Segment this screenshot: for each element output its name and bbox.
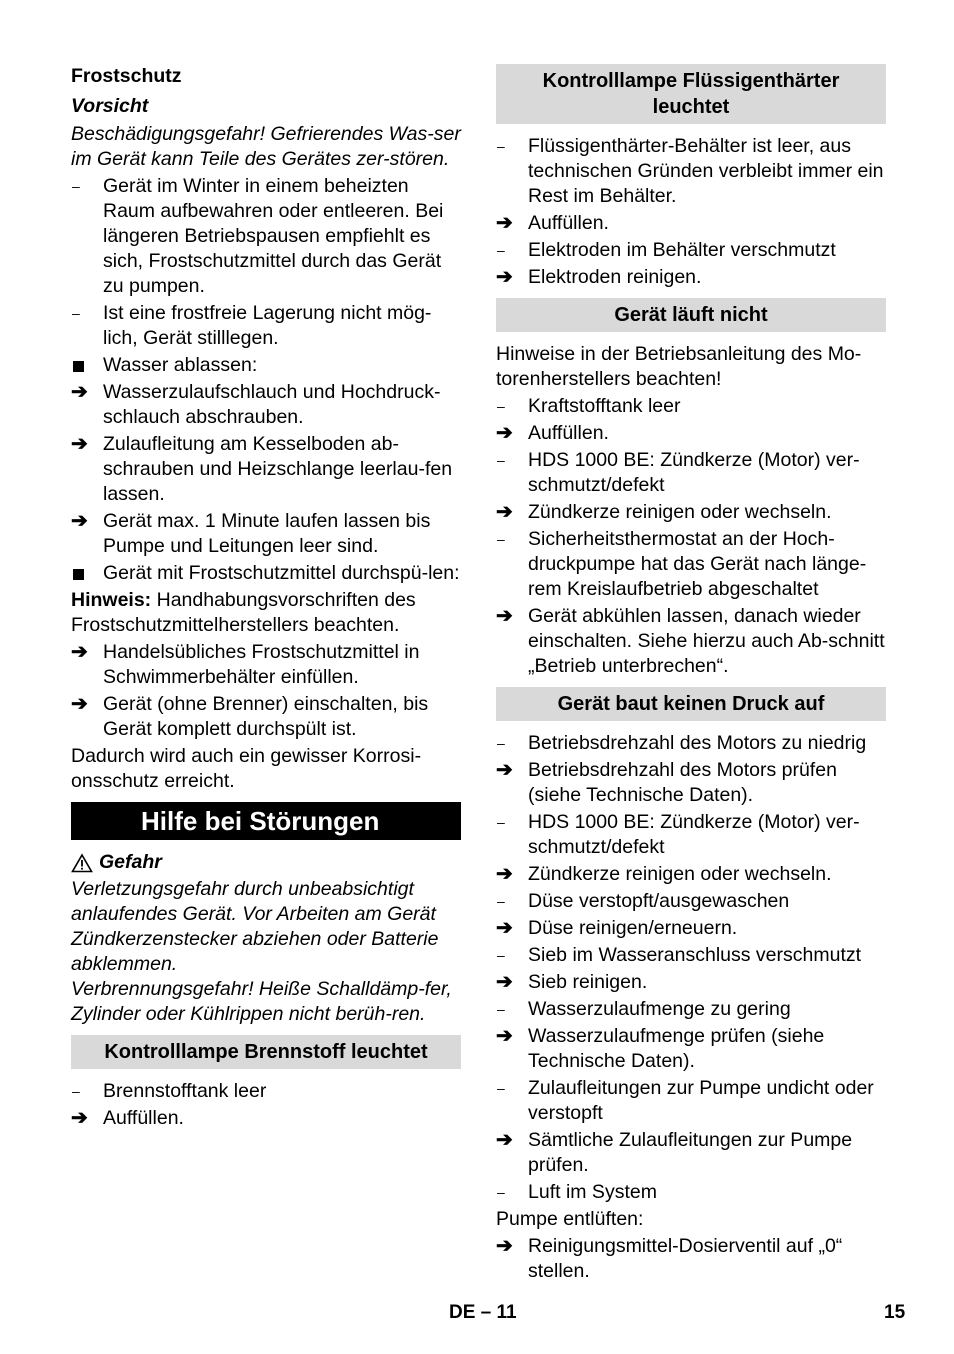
kein-druck-list [496,731,886,1205]
list-item [496,889,886,914]
arrow-right-icon: ➔ [71,510,88,532]
arrow-right-icon: ➔ [496,1129,513,1151]
list-item-text: HDS 1000 BE: Zündkerze (Motor) ver-schmutzt/defekt [528,449,860,496]
list-item [71,174,461,299]
arrow-right-icon: ➔ [496,212,513,234]
footer-language-page: DE – 11 [449,1302,517,1323]
list-item-text: Auffüllen. [528,212,609,234]
dash-bullet-icon: – [497,1184,505,1200]
list-item-text: Wasserzulaufmenge prüfen (siehe Technische Daten). [528,1025,825,1072]
vorsicht-text: Beschädigungsgefahr! Gefrierendes Was-ser im Gerät kann Teile des Gerätes zer-stören. [71,123,461,170]
warning-triangle-icon [71,853,93,873]
dash-bullet-icon: – [497,452,505,468]
list-item-text: Wasserzulaufmenge zu gering [528,998,791,1020]
frostschutz-heading: Frostschutz [71,65,182,87]
gefahr-label: Gefahr [99,851,162,873]
gefahr-text-2: Verbrennungsgefahr! Heiße Schalldämp-fer, Zylinder oder Kühlrippen nicht berüh-ren. [71,978,452,1025]
dash-bullet-icon: – [497,1001,505,1017]
brennstoff-list [71,1079,461,1131]
list-item-text: Sieb reinigen. [528,971,648,993]
list-item [71,561,461,586]
list-item [496,1128,886,1178]
list-item [496,500,886,525]
arrow-right-icon: ➔ [496,971,513,993]
list-item [71,432,461,507]
hinweis-label: Hinweis: [71,589,152,611]
list-item [496,916,886,941]
arrow-right-icon: ➔ [71,641,88,663]
list-item [496,238,886,263]
list-item [496,134,886,209]
arrow-right-icon: ➔ [496,917,513,939]
geraet-laeuft-nicht-list [496,394,886,679]
list-item-text: Wasser ablassen: [103,354,258,376]
closing-text: Dadurch wird auch ein gewisser Korrosi-onsschutz erreicht. [71,745,422,792]
geraet-laeuft-nicht-intro: Hinweise in der Betriebsanleitung des Mo-torenherstellers beachten! [496,343,862,390]
list-item-text: Sämtliche Zulaufleitungen zur Pumpe prüfen. [528,1129,853,1176]
list-item [71,380,461,430]
list-item [496,211,886,236]
arrow-right-icon: ➔ [496,501,513,523]
dash-bullet-icon: – [497,735,505,751]
frostschutz-list [71,174,461,586]
arrow-right-icon: ➔ [496,759,513,781]
list-item [496,997,886,1022]
kein-druck-list-2 [496,1234,886,1284]
list-item-text: Zulaufleitungen zur Pumpe undicht oder verstopft [528,1077,874,1124]
list-item [496,970,886,995]
list-item [496,394,886,419]
section-title: Hilfe bei Störungen [71,802,461,840]
arrow-right-icon: ➔ [71,433,88,455]
arrow-right-icon: ➔ [71,693,88,715]
right-column [496,64,886,1284]
dash-bullet-icon: – [72,1083,80,1099]
list-item-text: Elektroden reinigen. [528,266,702,288]
list-item [71,301,461,351]
list-item [496,758,886,808]
list-item [71,1106,461,1131]
list-item-text: Gerät (ohne Brenner) einschalten, bis Gerät komplett durchspült ist. [103,693,429,740]
list-item-text: Elektroden im Behälter verschmutzt [528,239,836,261]
footer-page-number: 15 [884,1302,906,1323]
list-item [496,421,886,446]
fluessigenthaerter-heading: Kontrolllampe Flüssigenthärter leuchtet [496,64,886,124]
list-item [496,862,886,887]
list-item-text: Flüssigenthärter-Behälter ist leer, aus technischen Gründen verbleibt immer ein Rest im Behälter. [528,135,884,207]
hinweis-text: Handhabungsvorschriften des Frostschutzmittelherstellers beachten. [71,589,416,636]
arrow-right-icon: ➔ [496,422,513,444]
list-item-text: Gerät im Winter in einem beheizten Raum aufbewahren oder entleeren. Bei längeren Betriebspausen empfiehlt es sich, Frostschutzmittel durch das Gerät zu pumpen. [103,175,444,297]
list-item-text: Brennstofftank leer [103,1080,267,1102]
list-item-text: Betriebsdrehzahl des Motors prüfen (siehe Technische Daten). [528,759,837,806]
list-item [496,448,886,498]
arrow-right-icon: ➔ [71,1107,88,1129]
list-item-text: Zulaufleitung am Kesselboden ab-schrauben und Heizschlange leerlau-fen lassen. [103,433,453,505]
dash-bullet-icon: – [72,178,80,194]
list-item-text: Düse verstopft/ausgewaschen [528,890,790,912]
list-item [496,731,886,756]
list-item-text: Auffüllen. [103,1107,184,1129]
list-item [496,1076,886,1126]
list-item-text: Handelsübliches Frostschutzmittel in Schwimmerbehälter einfüllen. [103,641,420,688]
list-item-text: Gerät mit Frostschutzmittel durchspü-len: [103,562,460,584]
vorsicht-label: Vorsicht [71,95,149,117]
arrow-right-icon: ➔ [496,1025,513,1047]
brennstoff-heading: Kontrolllampe Brennstoff leuchtet [71,1035,461,1069]
list-item-text: Luft im System [528,1181,657,1203]
page-footer [0,1297,954,1327]
geraet-laeuft-nicht-heading: Gerät läuft nicht [496,298,886,332]
dash-bullet-icon: – [497,814,505,830]
list-item [496,943,886,968]
arrow-right-icon: ➔ [496,1235,513,1257]
dash-bullet-icon: – [72,305,80,321]
frostschutz-list-2 [71,640,461,742]
list-item [496,604,886,679]
pumpe-entlueften-text: Pumpe entlüften: [496,1208,644,1230]
list-item-text: Ist eine frostfreie Lagerung nicht mög-lich, Gerät stilllegen. [103,302,432,349]
kein-druck-heading: Gerät baut keinen Druck auf [496,687,886,721]
gefahr-text-1: Verletzungsgefahr durch unbeabsichtigt anlaufendes Gerät. Vor Arbeiten am Gerät Zündkerzenstecker abziehen oder Batterie abklemmen. [71,878,439,975]
left-column [71,64,461,1131]
dash-bullet-icon: – [497,398,505,414]
list-item-text: Düse reinigen/erneuern. [528,917,738,939]
list-item [496,1234,886,1284]
list-item-text: Betriebsdrehzahl des Motors zu niedrig [528,732,867,754]
list-item [496,1024,886,1074]
dash-bullet-icon: – [497,531,505,547]
fluessigenthaerter-list [496,134,886,290]
gefahr-heading [71,850,461,875]
list-item-text: Auffüllen. [528,422,609,444]
list-item [71,1079,461,1104]
list-item-text: Sieb im Wasseranschluss verschmutzt [528,944,862,966]
list-item-text: Kraftstofftank leer [528,395,681,417]
arrow-right-icon: ➔ [71,381,88,403]
list-item-text: Gerät max. 1 Minute laufen lassen bis Pumpe und Leitungen leer sind. [103,510,431,557]
dash-bullet-icon: – [497,893,505,909]
list-item-text: HDS 1000 BE: Zündkerze (Motor) ver-schmutzt/defekt [528,811,860,858]
list-item-text: Gerät abkühlen lassen, danach wieder einschalten. Siehe hierzu auch Ab-schnitt „Betrieb unterbrechen“. [528,605,885,677]
list-item [496,265,886,290]
arrow-right-icon: ➔ [496,266,513,288]
list-item [71,509,461,559]
list-item [71,353,461,378]
dash-bullet-icon: – [497,242,505,258]
list-item-text: Sicherheitsthermostat an der Hoch-druckpumpe hat das Gerät nach länge-rem Kreislaufbetrieb abgeschaltet [528,528,867,600]
list-item-text: Zündkerze reinigen oder wechseln. [528,501,832,523]
arrow-right-icon: ➔ [496,605,513,627]
list-item-text: Reinigungsmittel-Dosierventil auf „0“ stellen. [528,1235,843,1282]
list-item-text: Wasserzulaufschlauch und Hochdruck-schlauch abschrauben. [103,381,441,428]
list-item [496,1180,886,1205]
dash-bullet-icon: – [497,138,505,154]
arrow-right-icon: ➔ [496,863,513,885]
hinweis-paragraph [71,588,461,638]
dash-bullet-icon: – [497,947,505,963]
list-item [71,692,461,742]
list-item [496,527,886,602]
list-item-text: Zündkerze reinigen oder wechseln. [528,863,832,885]
list-item [71,640,461,690]
dash-bullet-icon: – [497,1080,505,1096]
list-item [496,810,886,860]
